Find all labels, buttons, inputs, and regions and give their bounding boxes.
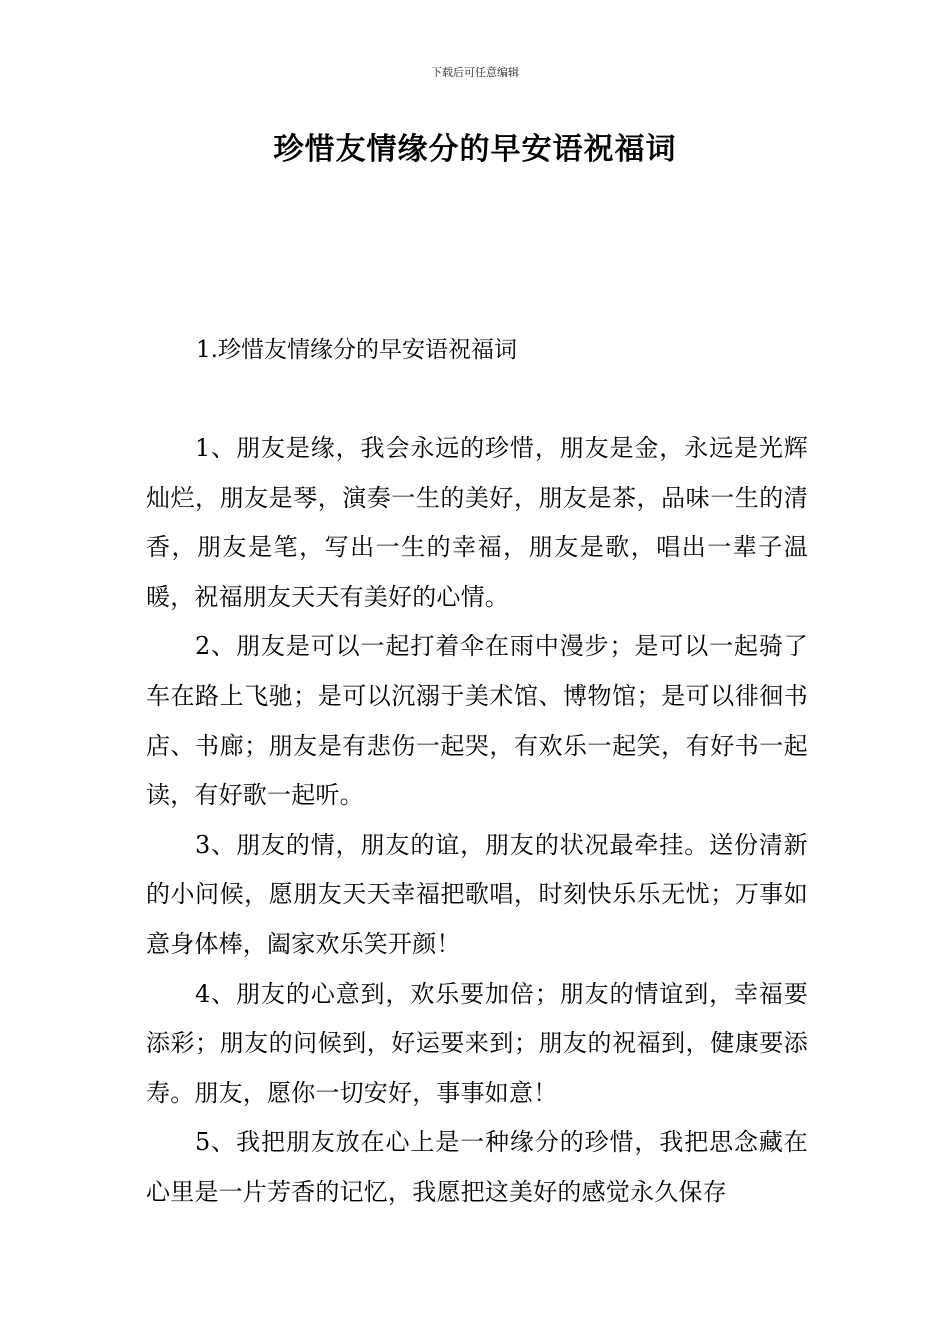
header-note: 下载后可任意编辑	[431, 66, 519, 79]
document-title: 珍惜友情缘分的早安语祝福词	[273, 132, 677, 167]
section-heading: 1.珍惜友情缘分的早安语祝福词	[196, 337, 517, 363]
paragraph-2: 2、朋友是可以一起打着伞在雨中漫步；是可以一起骑了车在路上飞驰；是可以沉溺于美术馆、博物馆；是可以徘徊书店、书廊；朋友是有悲伤一起哭，有欢乐一起笑，有好书一起读，有好歌一起听。	[146, 632, 808, 810]
paragraph-1: 1、朋友是缘，我会永远的珍惜，朋友是金，永远是光辉灿烂，朋友是琴，演奏一生的美好，朋友是茶，品味一生的清香，朋友是笔，写出一生的幸福，朋友是歌，唱出一辈子温暖，祝福朋友天天有美好的心情。	[146, 434, 808, 611]
paragraph-3: 3、朋友的情，朋友的谊，朋友的状况最牵挂。送份清新的小问候，愿朋友天天幸福把歌唱，时刻快乐乐无忧；万事如意身体棒，阖家欢乐笑开颜！	[146, 830, 808, 958]
paragraph-4: 4、朋友的心意到，欢乐要加倍；朋友的情谊到，幸福要添彩；朋友的问候到，好运要来到；朋友的祝福到，健康要添寿。朋友，愿你一切安好，事事如意！	[146, 979, 808, 1107]
body-text	[146, 424, 808, 1218]
paragraph-5: 5、我把朋友放在心上是一种缘分的珍惜，我把思念藏在心里是一片芳香的记忆，我愿把这美好的感觉永久保存	[146, 1128, 808, 1206]
